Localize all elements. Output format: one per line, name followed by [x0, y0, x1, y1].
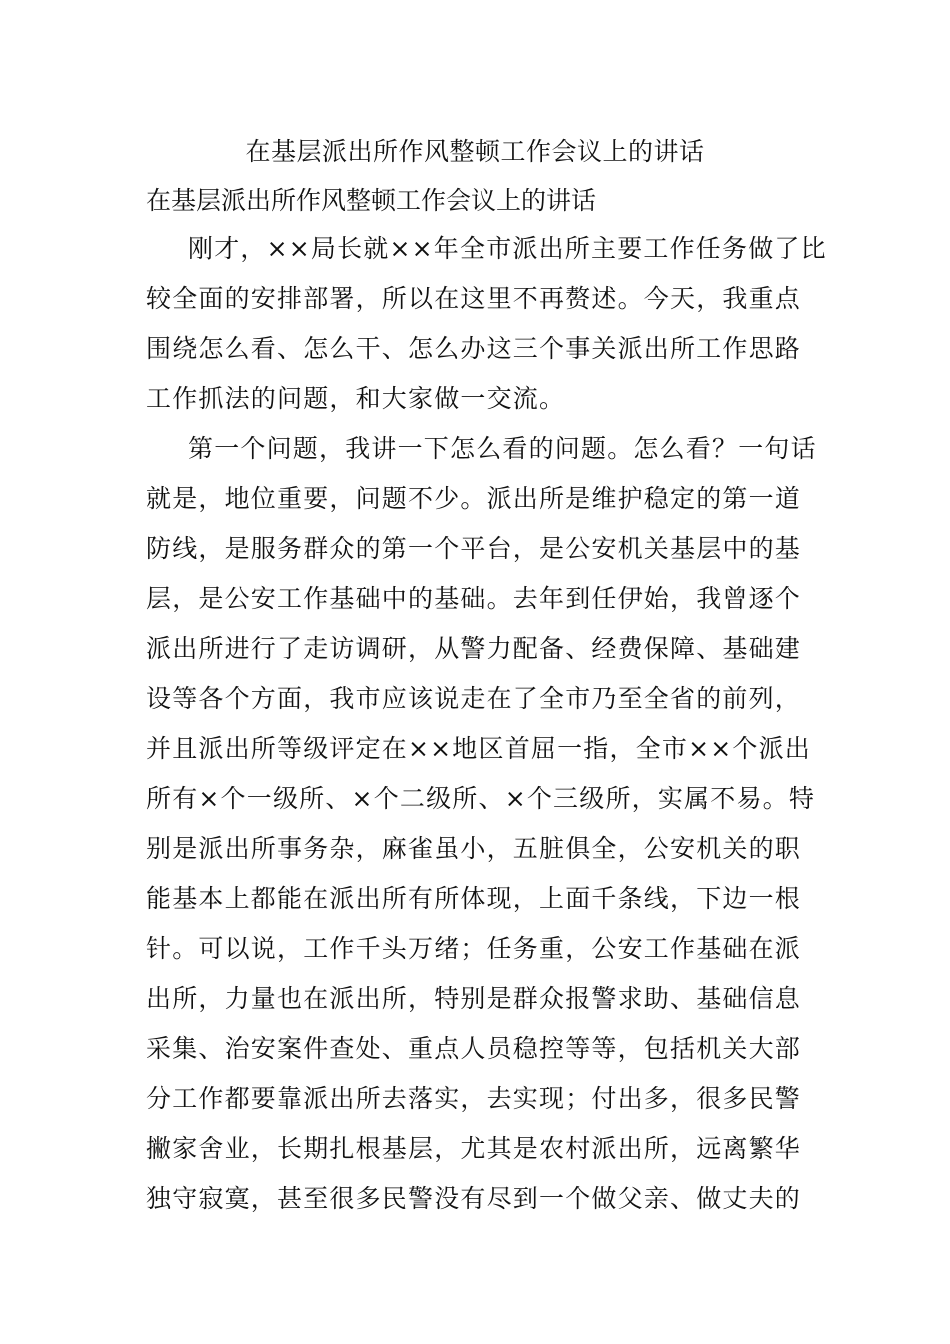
paragraph-2-line-13: 采集、治安案件查处、重点人员稳控等等，包括机关大部 [146, 1034, 802, 1063]
paragraph-2-line-14: 分工作都要靠派出所去落实，去实现；付出多，很多民警 [146, 1084, 802, 1113]
paragraph-2-line-5: 派出所进行了走访调研，从警力配备、经费保障、基础建 [146, 634, 802, 663]
paragraph-2-line-15: 撇家舍业，长期扎根基层，尤其是农村派出所，远离繁华 [146, 1134, 802, 1163]
document-body [146, 224, 827, 1224]
paragraph-2-line-7: 并且派出所等级评定在××地区首屈一指，全市××个派出 [146, 734, 811, 763]
document-title: 在基层派出所作风整顿工作会议上的讲话 [245, 137, 705, 166]
document-subtitle: 在基层派出所作风整顿工作会议上的讲话 [146, 186, 597, 215]
paragraph-1-line-1: 刚才，××局长就××年全市派出所主要工作任务做了比 [188, 234, 827, 263]
paragraph-2-line-8: 所有×个一级所、×个二级所、×个三级所，实属不易。特 [146, 784, 816, 813]
paragraph-2-line-4: 层，是公安工作基础中的基础。去年到任伊始，我曾逐个 [146, 584, 802, 613]
paragraph-2-line-6: 设等各个方面，我市应该说走在了全市乃至全省的前列， [146, 684, 802, 713]
paragraph-2-line-1: 第一个问题，我讲一下怎么看的问题。怎么看？一句话 [188, 434, 817, 463]
paragraph-1-line-4: 工作抓法的问题，和大家做一交流。 [146, 384, 566, 413]
paragraph-2-line-10: 能基本上都能在派出所有所体现，上面千条线，下边一根 [146, 884, 802, 913]
paragraph-1-line-2: 较全面的安排部署，所以在这里不再赘述。今天，我重点 [146, 284, 802, 313]
paragraph-2-line-12: 出所，力量也在派出所，特别是群众报警求助、基础信息 [146, 984, 802, 1013]
paragraph-2-line-16: 独守寂寞，甚至很多民警没有尽到一个做父亲、做丈夫的 [146, 1184, 802, 1213]
paragraph-1-line-3: 围绕怎么看、怎么干、怎么办这三个事关派出所工作思路 [146, 334, 802, 363]
paragraph-2-line-9: 别是派出所事务杂，麻雀虽小，五脏俱全，公安机关的职 [146, 834, 802, 863]
paragraph-2-line-11: 针。可以说，工作千头万绪；任务重，公安工作基础在派 [146, 934, 802, 963]
paragraph-2-line-3: 防线，是服务群众的第一个平台，是公安机关基层中的基 [146, 534, 802, 563]
paragraph-2-line-2: 就是，地位重要，问题不少。派出所是维护稳定的第一道 [146, 484, 802, 513]
